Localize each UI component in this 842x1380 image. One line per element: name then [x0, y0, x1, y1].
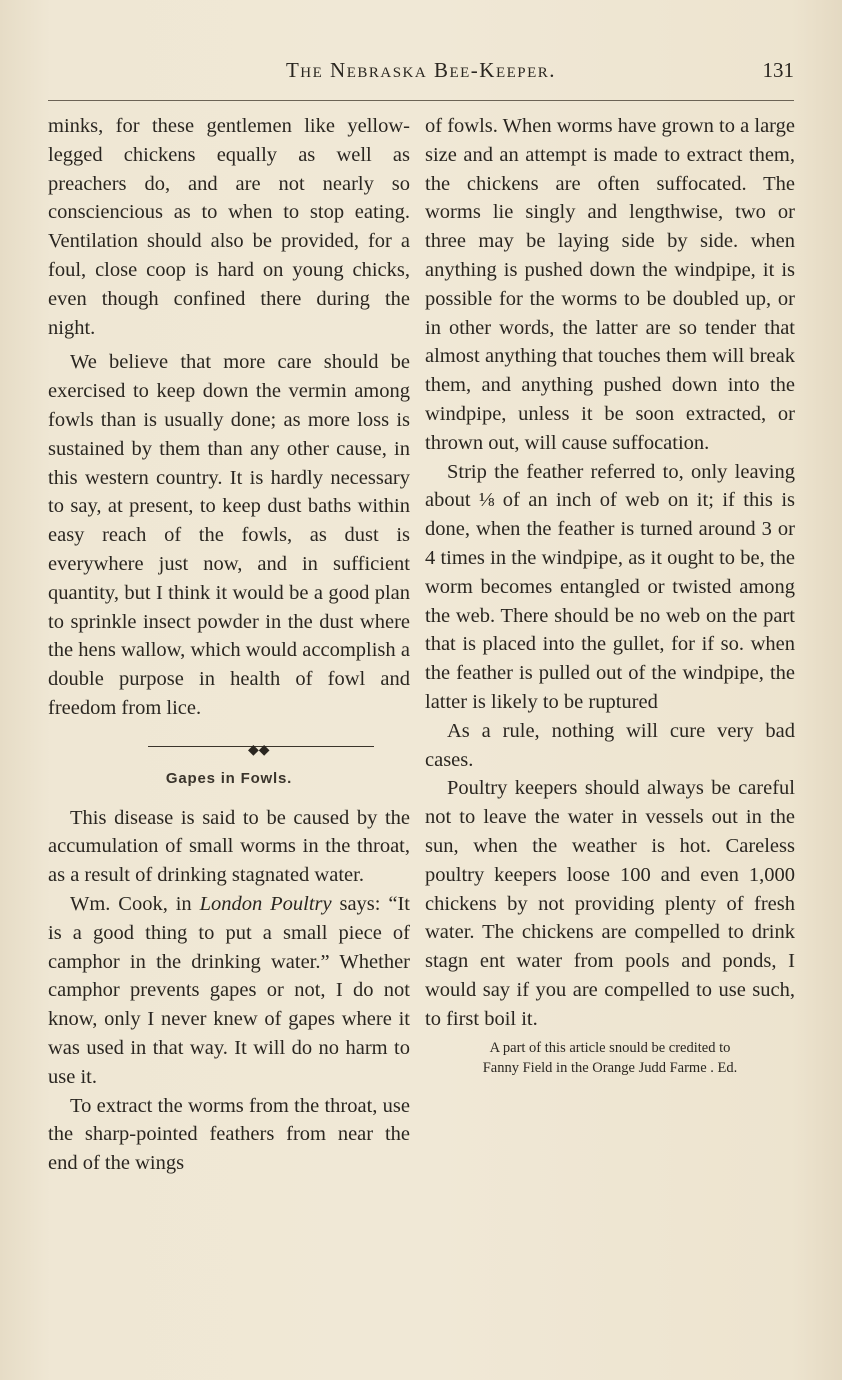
header-rule [48, 100, 794, 101]
note-line: Fanny Field in the Orange Judd Farme . Ed. [482, 1059, 738, 1076]
page-number: 131 [762, 58, 794, 82]
running-header [0, 58, 842, 88]
diamond-ornament-icon: ◆◆ [248, 742, 270, 758]
left-column [48, 112, 410, 1178]
paragraph [48, 890, 410, 1092]
paragraph: To extract the worms from the throat, use the sharp-pointed feathers from near the end of the wings [48, 1094, 410, 1175]
publication-title: London Poultry [199, 892, 332, 915]
journal-title: The Nebraska Bee-Keeper. [285, 58, 557, 82]
paragraph: Poultry keepers should always be careful not to leave the water in vessels out in the sun, when the weather is hot. Careless poultry keepers loose 100 and even 1,000 chickens by not providing plenty of fresh water. The chickens are compelled to drink stagn ent water from pools and ponds, I would say if you are compelled to use such, to first boil it. [425, 777, 795, 1030]
text-run: Wm. Cook, in [70, 892, 200, 915]
editor-note [425, 1038, 795, 1078]
paragraph: of fowls. When worms have grown to a large size and an attempt is made to extract them, the chickens are often suffocated. The worms lie singly and lengthwise, two or three may be laying side by side. when anything is pushed down the windpipe, it is possible for the worms to be doubled up, or in other words, the latter are so tender that almost anything that touches them will break them, and anything pushed down into the windpipe, unless it be soon extracted, or thrown out, will cause suffocation. [425, 115, 795, 454]
paragraph: We believe that more care should be exercised to keep down the vermin among fowls than is usually done; as more loss is sustained by them than any other cause, in this western country. It is hardly necessary to say, at present, to keep dust baths within easy reach of the fowls, as dust is everywhere just now, and in sufficient quantity, but I think it would be a good plan to sprinkle insect powder in the dust where the hens wallow, which would accomplish a double purpose in health of fowl and freedom from lice. [48, 351, 410, 719]
paragraph: As a rule, nothing will cure very bad cases. [425, 719, 795, 771]
section-divider [48, 735, 410, 759]
note-line: A part of this article snould be credited to [489, 1039, 731, 1056]
paragraph: This disease is said to be caused by the accumulation of small worms in the throat, as a result of drinking stagnated water. [48, 806, 410, 887]
right-column [425, 112, 795, 1078]
paragraph: Strip the feather referred to, only leaving about ⅛ of an inch of web on it; if this is done, when the feather is turned around 3 or 4 times in the windpipe, as it ought to be, the worm becomes entangled or twisted among the web. There should be no web on the part that is placed into the gullet, for if so. when the feather is pulled out of the windpipe, the latter is likely to be ruptured [425, 460, 795, 713]
text-run: says: “It is a good thing to put a small piece of camphor in the drinking water.” Whether camphor prevents gapes or not, I do not know, only I never knew of gapes where it was used in that way. It will do no harm to use it. [48, 892, 410, 1088]
paragraph: minks, for these gentlemen like yellow-legged chickens equally as well as preachers do, and are not nearly so consciencious as to when to stop eating. Ventilation should also be provided, for a foul, close coop is hard on young chicks, even though confined there during the night. [48, 115, 410, 339]
section-title: Gapes in Fowls. [165, 769, 293, 787]
